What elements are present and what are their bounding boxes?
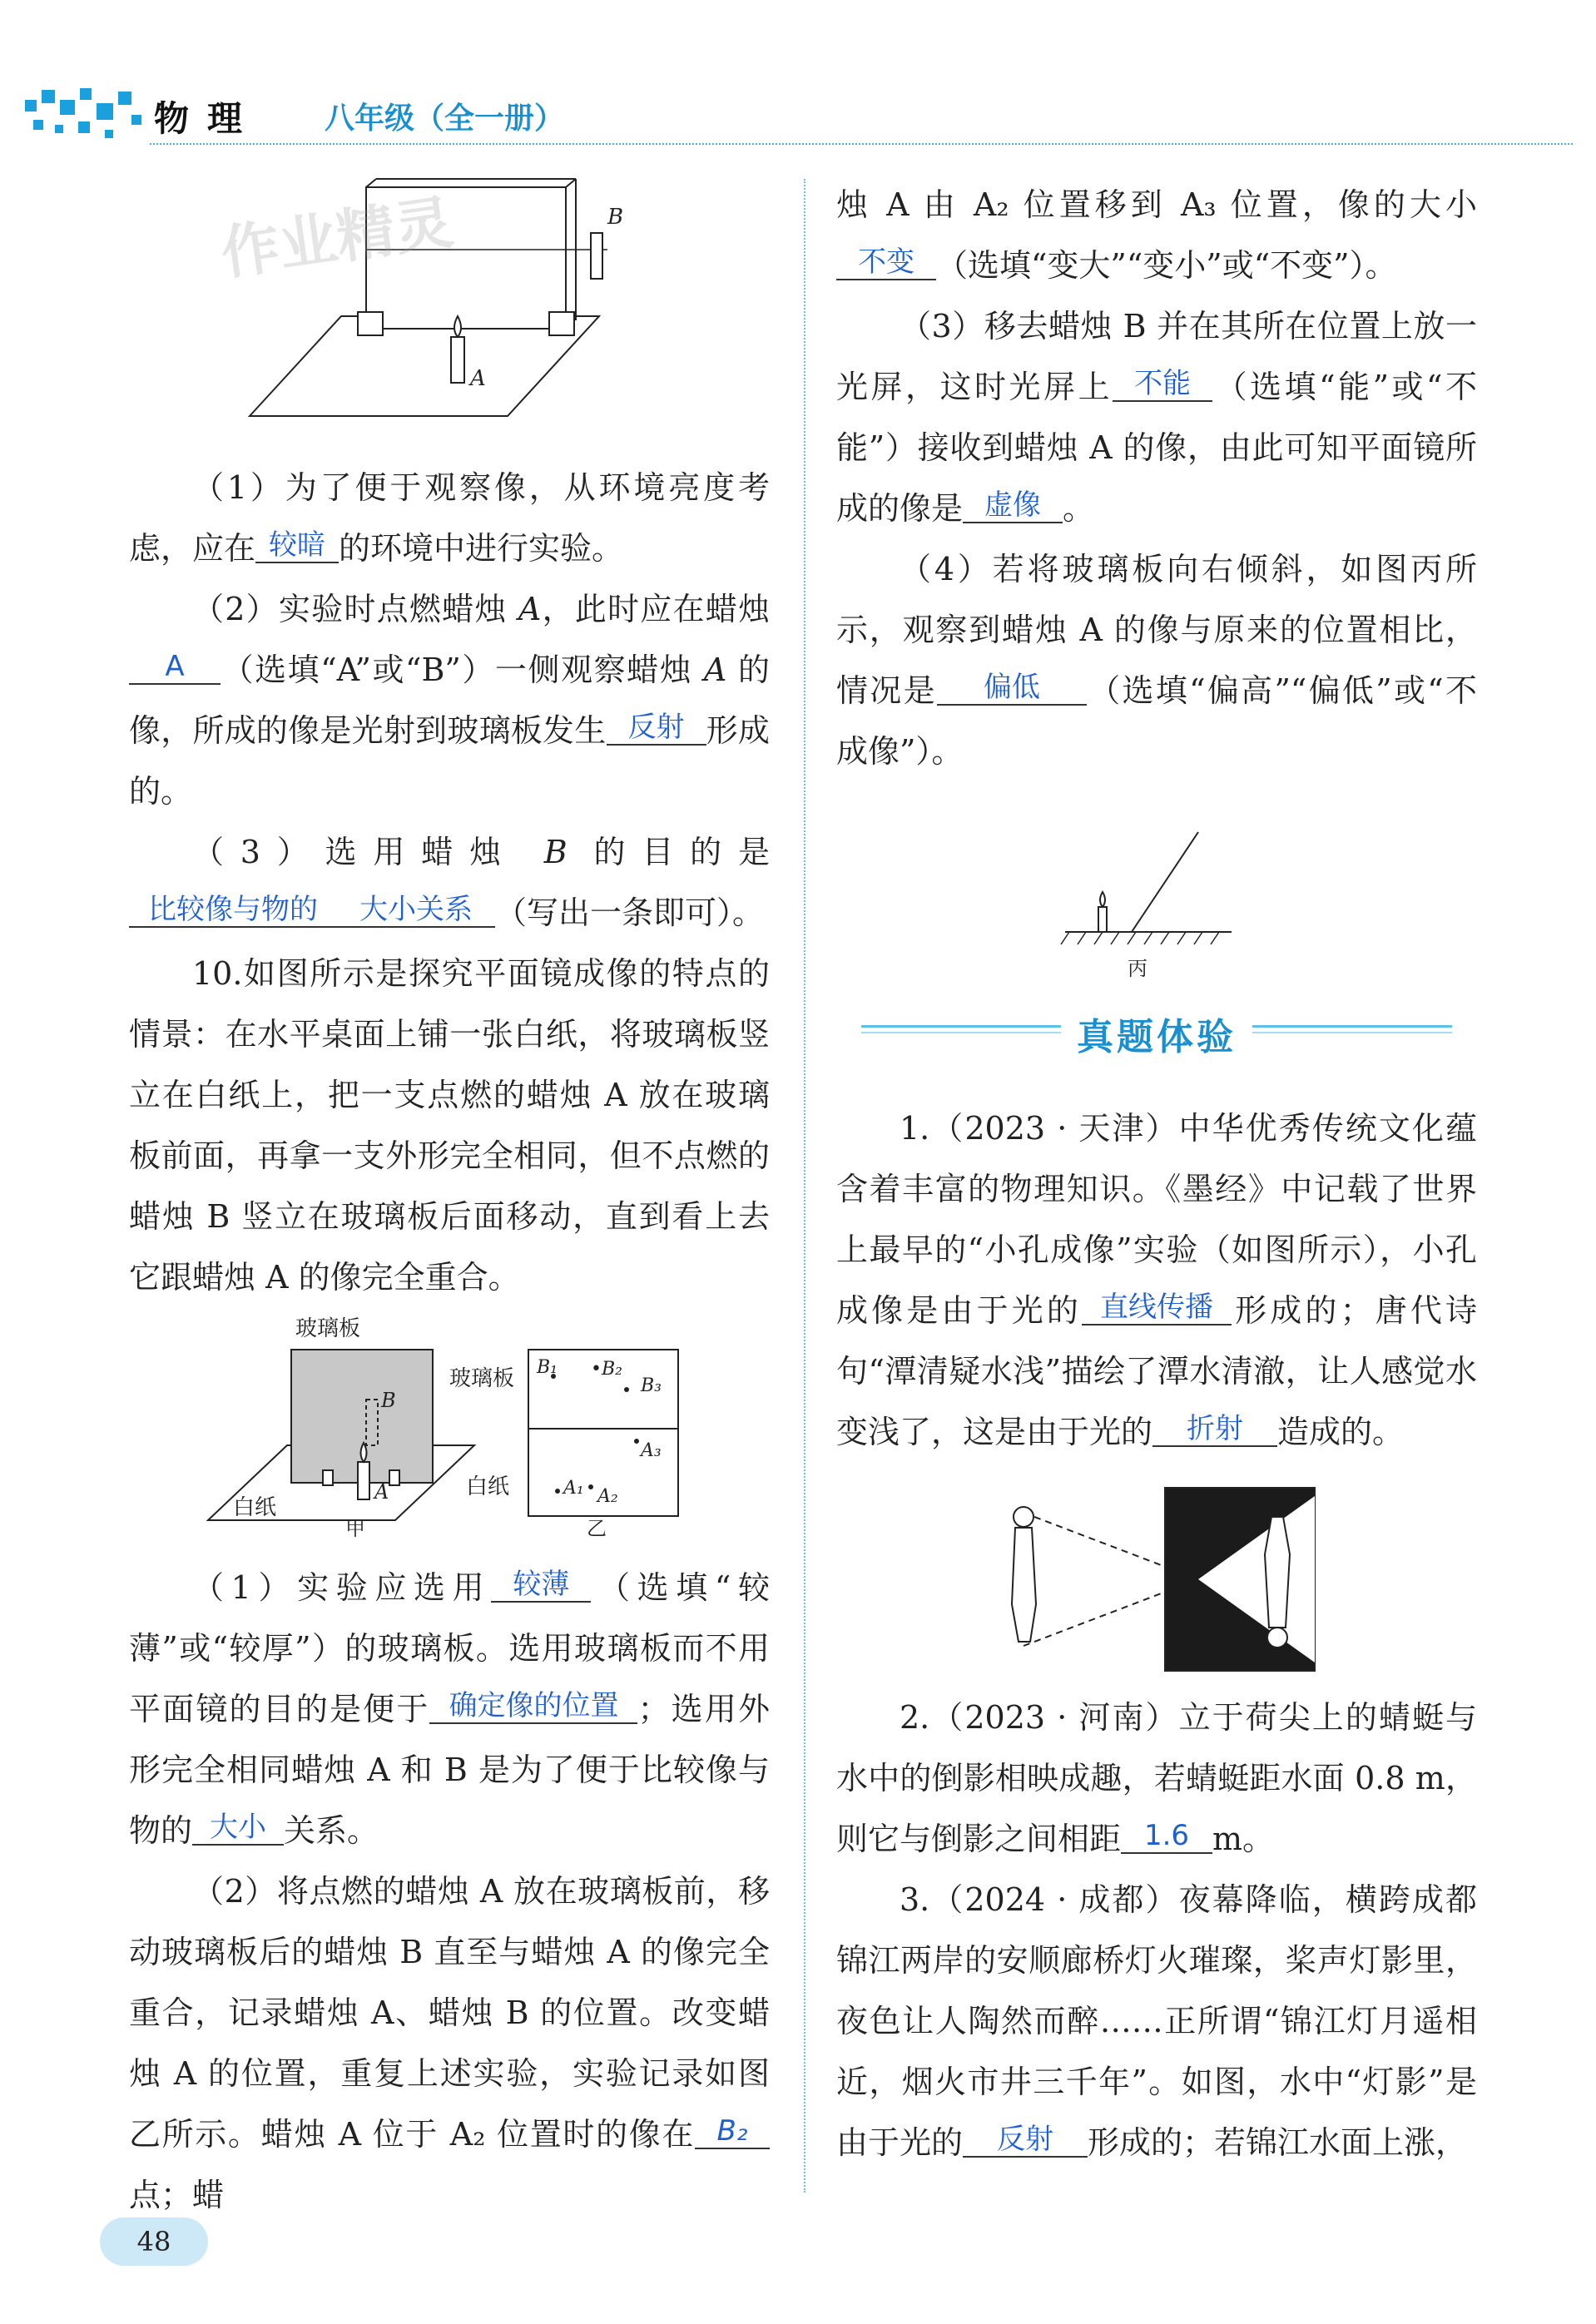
answer-q10-1b[interactable]: 确定像的位置 (429, 1689, 637, 1724)
header-logo-squares (25, 83, 150, 150)
q10-part2: （2）将点燃的蜡烛 A 放在玻璃板前，移动玻璃板后的蜡烛 B 直至与蜡烛 A 的像完全重合，记录蜡烛 A、蜡烛 B 的位置。改变蜡烛 A 的位置，重复上述实验，实验记录如图乙所示。蜡烛 A 位于 A₂ 位置时的像在 B₂点；蜡 (129, 1873, 770, 2213)
q10-part1: （1）实验应选用 较薄 （选填“较薄”或“较厚”）的玻璃板。选用玻璃板而不用平面镜的目的是便于 确定像的位置 ；选用外形完全相同蜡烛 A 和 B 是为了便于比较像与物的 大小 关系。 (129, 1568, 770, 1849)
fig2-b2-label: •B₂ (591, 1359, 622, 1380)
fig2-b3-label: B₃ (641, 1375, 662, 1396)
fig-bing-label: 丙 (1128, 957, 1147, 980)
header-divider (150, 143, 1573, 145)
answer-q9-3a[interactable]: 比较像与物的 (129, 893, 337, 928)
left-column (129, 175, 770, 2226)
q9-part1: （1）为了便于观察像，从环境亮度考虑，应在 较暗 的环境中进行实验。 (129, 469, 770, 567)
fig2-a-label: A (374, 1480, 389, 1504)
page-header (25, 83, 1573, 150)
q10-intro: 10.如图所示是探究平面镜成像的特点的情景：在水平桌面上铺一张白纸，将玻璃板竖立在白纸上，把一支点燃的蜡烛 A 放在玻璃板前面，再拿一支外形完全相同，但不点燃的蜡烛 B 竖立在玻璃板后面移动，直到看上去它跟蜡烛 A 的像完全重合。 (129, 955, 770, 1296)
subject-title: 物理 (154, 98, 261, 139)
figure-bing (1048, 824, 1265, 982)
answer-q9-3b[interactable]: 大小关系 (337, 893, 495, 928)
zhenti-q3: 3.（2024 · 成都）夜幕降临，横跨成都锦江两岸的安顺廊桥灯火璀璨，桨声灯影里，夜色让人陶然而醉……正所谓“锦江灯月遥相近，烟火市井三千年”。如图，水中“灯影”是由于光的 反射 形成的；若锦江水面上涨， (836, 1881, 1477, 2161)
q9-part2: （2）实验时点燃蜡烛 A，此时应在蜡烛A （选填“A”或“B”）一侧观察蜡烛 A 的像，所成的像是光射到玻璃板发生 反射 形成的。 (129, 591, 770, 810)
answer-q10-2[interactable]: B₂ (695, 2114, 770, 2149)
fig2-b-label: B (381, 1389, 396, 1412)
answer-q10-3b[interactable]: 虚像 (963, 488, 1063, 523)
answer-q10-1c[interactable]: 大小 (192, 1811, 284, 1846)
fig2-b1-label: B₁ (537, 1357, 558, 1378)
fig2-a3-label: A₃ (641, 1440, 662, 1461)
answer-z1a[interactable]: 直线传播 (1082, 1291, 1232, 1326)
answer-q10-4[interactable]: 偏低 (937, 671, 1087, 706)
fig2-glass2-label: 玻璃板 (449, 1366, 515, 1391)
answer-q9-2a[interactable]: A (129, 650, 221, 685)
zhenti-q1: 1.（2023 · 天津）中华优秀传统文化蕴含着丰富的物理知识。《墨经》中记载了世界上最早的“小孔成像”实验（如图所示），小孔成像是由于光的 直线传播 形成的；唐代诗句“潭清疑水浅”描绘了潭水清澈，让人感觉水变浅了，这是由于光的 折射 造成的。 (836, 1110, 1477, 1450)
fig1-label-a: A (470, 366, 486, 391)
section-line-left (861, 1025, 1061, 1033)
fig2-paper-label: 白纸 (233, 1495, 277, 1520)
fig1-label-b: B (607, 205, 624, 230)
section-line-right (1252, 1025, 1452, 1033)
zhenti-q2: 2.（2023 · 河南）立于荷尖上的蜻蜓与水中的倒影相映成趣，若蜻蜓距水面 0.8 m，则它与倒影之间相距 1.6 m。 (836, 1699, 1477, 1857)
answer-q10-2b[interactable]: 不变 (836, 245, 936, 280)
fig2-a1-label: A₁ (563, 1478, 584, 1499)
fig2-jia-label: 甲 (345, 1517, 365, 1540)
right-column (836, 175, 1477, 2173)
answer-z2[interactable]: 1.6 (1121, 1819, 1212, 1854)
fig2-glass-label: 玻璃板 (295, 1316, 361, 1341)
answer-q9-1[interactable]: 较暗 (255, 528, 339, 563)
watermark: 作业精灵 (216, 187, 458, 289)
fig2-a2-label: A₂ (597, 1486, 618, 1507)
q10-part2-cont: 烛 A 由 A₂ 位置移到 A₃ 位置，像的大小不变 （选填“变大”“变小”或“不变”）。 (836, 186, 1477, 284)
fig2-yi-label: 乙 (587, 1517, 607, 1540)
answer-z3[interactable]: 反射 (963, 2123, 1088, 2158)
figure-pinhole (990, 1479, 1323, 1679)
q10-part3: （3）移去蜡烛 B 并在其所在位置上放一光屏，这时光屏上 不能 （选填“能”或“不能”）接收到蜡烛 A 的像，由此可知平面镜所成的像是 虚像 。 (836, 308, 1477, 527)
q9-part3: （3）选用蜡烛 B 的目的是比较像与物的 大小关系 （写出一条即可）。 (129, 822, 770, 944)
section-title-text: 真题体验 (1077, 1016, 1237, 1058)
answer-q10-3a[interactable]: 不能 (1113, 367, 1212, 402)
page-number: 48 (100, 2217, 208, 2266)
fig2-paper2-label: 白纸 (466, 1474, 510, 1499)
figure-jia-yi (200, 1316, 699, 1541)
q10-part4: （4）若将玻璃板向右倾斜，如图丙所示，观察到蜡烛 A 的像与原来的位置相比，情况是 偏低 （选填“偏高”“偏低”或“不成像”）。 (836, 551, 1477, 770)
answer-q10-1a[interactable]: 较薄 (491, 1568, 591, 1603)
answer-q9-2b[interactable]: 反射 (607, 711, 706, 746)
section-title-zhenti (836, 990, 1477, 1082)
column-divider (804, 179, 805, 2193)
grade-title: 八年级（全一册） (325, 102, 565, 136)
answer-z1b[interactable]: 折射 (1152, 1412, 1277, 1447)
